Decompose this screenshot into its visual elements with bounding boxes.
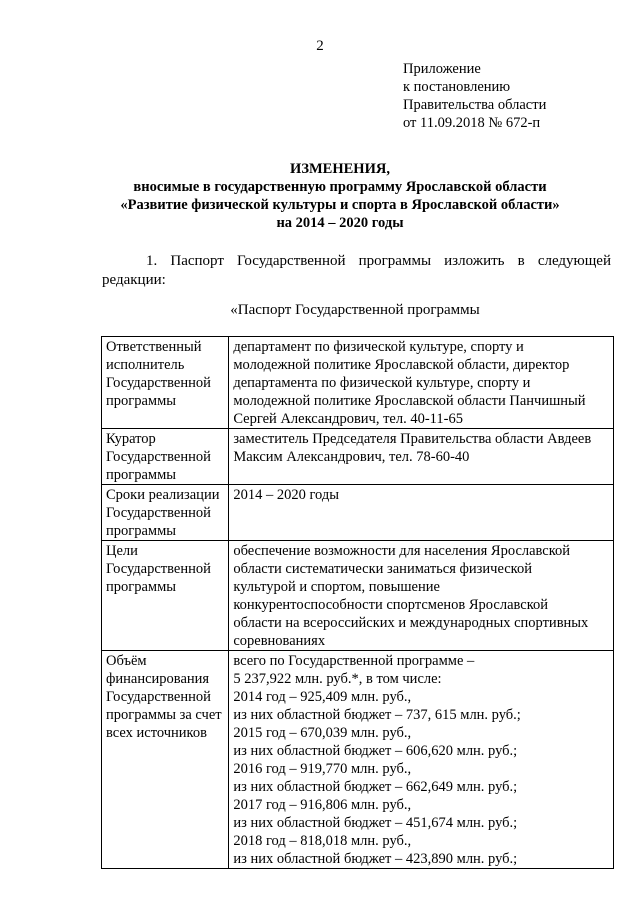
row-value-line: молодежной политике Ярославской области, директор [233, 357, 570, 373]
table-row [102, 651, 614, 869]
page-number: 2 [316, 38, 324, 54]
row-label-line: Куратор [106, 431, 156, 447]
row-label-line: Сроки реализации [106, 487, 220, 503]
row-value-line: из них областной бюджет – 606,620 млн. руб.; [233, 743, 518, 759]
row-value-line: культурой и спортом, повышение [233, 579, 440, 595]
row-label-line: Государственной [106, 375, 211, 391]
row-value-line: молодежной политике Ярославской области Панчишный [233, 393, 586, 409]
table-row [102, 429, 614, 485]
row-label-line: финансирования [106, 671, 210, 687]
passport-table [101, 336, 614, 869]
document-heading [60, 160, 620, 232]
heading-line: ИЗМЕНЕНИЯ, [290, 161, 390, 177]
row-label-line: программы [106, 467, 176, 483]
row-value-line: 2015 год – 670,039 млн. руб., [233, 725, 412, 741]
body-paragraph: 1. Паспорт Государственной программы изложить в следующей редакции: [102, 253, 611, 288]
row-label-cell [102, 541, 229, 651]
appendix-line: Правительства области [403, 97, 547, 113]
row-value-line: 2018 год – 818,018 млн. руб., [233, 833, 412, 849]
heading-line: на 2014 – 2020 годы [276, 215, 404, 231]
row-label-line: Ответственный [106, 339, 202, 355]
row-value-cell [229, 541, 614, 651]
row-value-line: обеспечение возможности для населения Ярославской [233, 543, 571, 559]
row-value-line: всего по Государственной программе – [233, 653, 475, 669]
row-value-line: 2014 год – 925,409 млн. руб., [233, 689, 412, 705]
heading-line: «Развитие физической культуры и спорта в Ярославской области» [120, 197, 560, 213]
row-value-line: области систематически заниматься физической [233, 561, 533, 577]
row-value-line: из них областной бюджет – 662,649 млн. руб.; [233, 779, 518, 795]
heading-line: вносимые в государственную программу Ярославской области [133, 179, 547, 195]
row-label-line: Государственной [106, 505, 211, 521]
row-label-line: программы [106, 579, 176, 595]
row-value-cell [229, 651, 614, 869]
row-label-line: программы за счет [106, 707, 222, 723]
row-label-line: Государственной [106, 449, 211, 465]
row-value-line: соревнованиях [233, 633, 326, 649]
table-row [102, 541, 614, 651]
appendix-line: Приложение [403, 61, 481, 77]
row-label-cell [102, 429, 229, 485]
row-value-line: 2017 год – 916,806 млн. руб., [233, 797, 412, 813]
row-value-line: конкурентоспособности спортсменов Ярославской [233, 597, 549, 613]
row-value-line: заместитель Председателя Правительства области Авдеев [233, 431, 592, 447]
row-value-line: департамент по физической культуре, спорту и [233, 339, 524, 355]
row-label-cell [102, 337, 229, 429]
row-value-line: области на всероссийских и международных спортивных [233, 615, 589, 631]
passport-title: «Паспорт Государственной программы [230, 302, 480, 318]
row-label-line: исполнитель [106, 357, 185, 373]
appendix-line: от 11.09.2018 № 672-п [403, 115, 541, 131]
row-label-line: Государственной [106, 561, 211, 577]
row-label-line: программы [106, 523, 176, 539]
row-value-cell [229, 485, 614, 541]
row-label-line: Государственной [106, 689, 211, 705]
row-value-line: Максим Александрович, тел. 78-60-40 [233, 449, 470, 465]
table-row [102, 485, 614, 541]
row-value-line: из них областной бюджет – 451,674 млн. руб.; [233, 815, 518, 831]
row-value-line: департамента по физической культуре, спорту и [233, 375, 531, 391]
row-value-line: 2014 – 2020 годы [233, 487, 339, 503]
row-label-line: всех источников [106, 725, 207, 741]
passport-table-body [102, 337, 614, 869]
row-label-cell [102, 485, 229, 541]
row-value-line: 2016 год – 919,770 млн. руб., [233, 761, 412, 777]
appendix-line: к постановлению [403, 79, 511, 95]
table-row [102, 337, 614, 429]
row-value-line: из них областной бюджет – 737, 615 млн. руб.; [233, 707, 521, 723]
row-label-line: Объём [106, 653, 147, 669]
row-label-line: программы [106, 393, 176, 409]
row-value-cell [229, 337, 614, 429]
row-value-line: 5 237,922 млн. руб.*, в том числе: [233, 671, 442, 687]
row-label-cell [102, 651, 229, 869]
row-label-line: Цели [106, 543, 138, 559]
row-value-line: из них областной бюджет – 423,890 млн. руб.; [233, 851, 518, 867]
row-value-line: Сергей Александрович, тел. 40-11-65 [233, 411, 463, 427]
row-value-cell [229, 429, 614, 485]
appendix-block [403, 60, 546, 132]
